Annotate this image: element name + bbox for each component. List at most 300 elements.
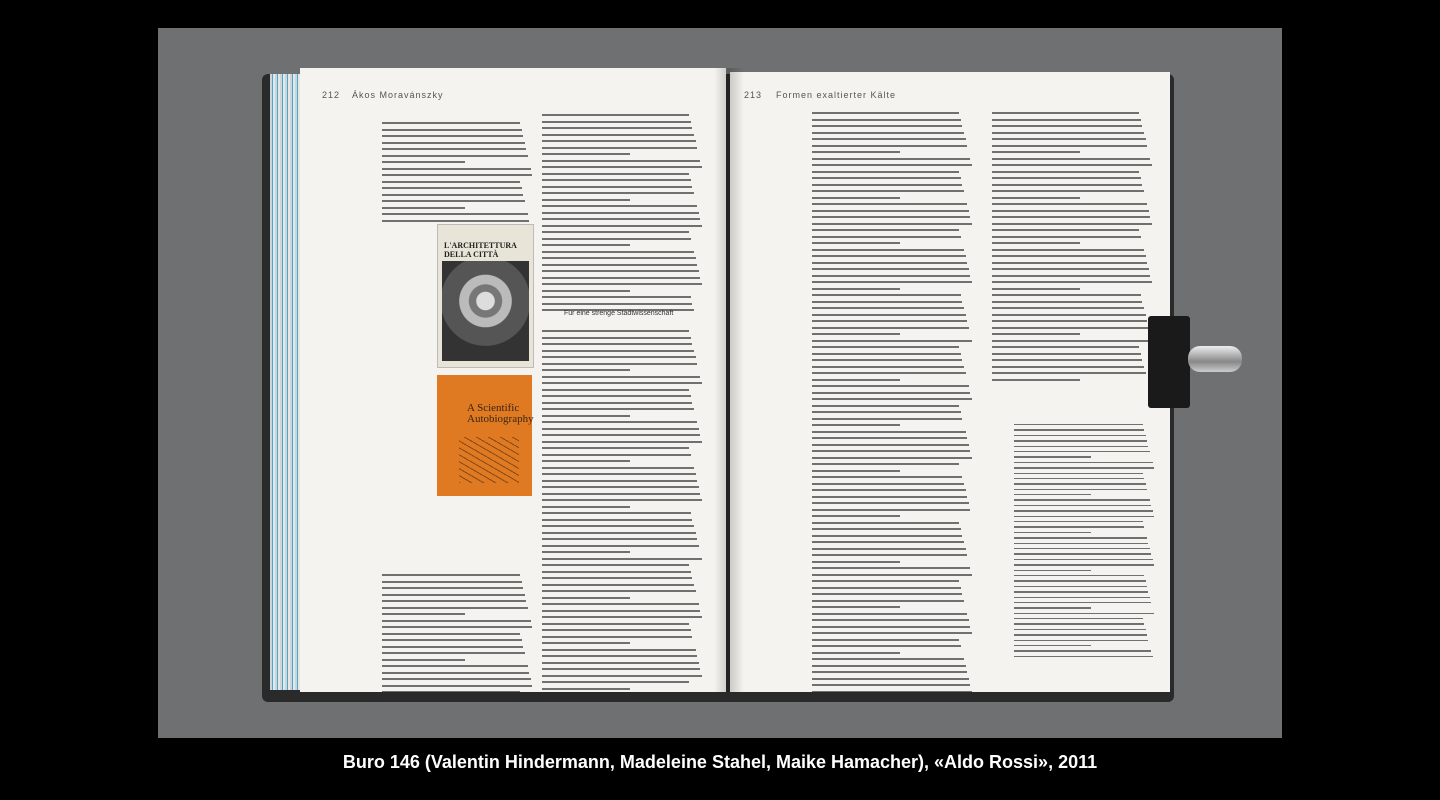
text-line [812, 691, 972, 693]
text-line [992, 145, 1147, 147]
text-line [812, 216, 970, 218]
text-line [812, 509, 970, 511]
text-line [542, 551, 630, 553]
text-line [542, 545, 699, 547]
text-line [542, 642, 630, 644]
text-line [542, 506, 630, 508]
left-text-column-2-bottom [542, 330, 702, 692]
text-line [542, 121, 691, 123]
text-line [812, 151, 900, 153]
text-line [542, 330, 689, 332]
binder-clip-handle [1188, 346, 1242, 372]
text-line [812, 197, 900, 199]
text-line [992, 138, 1146, 140]
text-line [1014, 559, 1153, 560]
text-line [812, 288, 900, 290]
text-line [812, 392, 970, 394]
text-line [1014, 467, 1154, 468]
text-line [542, 447, 689, 449]
text-line [992, 164, 1152, 166]
text-line [992, 288, 1080, 290]
text-line [382, 659, 465, 661]
text-line [812, 333, 900, 335]
text-line [812, 684, 970, 686]
text-line [542, 584, 694, 586]
text-line [812, 645, 961, 647]
text-line [812, 281, 972, 283]
text-line [1014, 553, 1151, 554]
left-page-number: 212 [322, 90, 341, 100]
figure-2-sketch [459, 437, 519, 483]
text-line [992, 197, 1080, 199]
text-line [542, 244, 630, 246]
right-page [730, 72, 1170, 692]
text-line [542, 218, 700, 220]
text-line [1014, 575, 1144, 576]
figure-1-image [442, 261, 529, 361]
text-line [1014, 526, 1144, 527]
text-line [1014, 634, 1147, 635]
text-line [382, 587, 523, 589]
text-line [382, 122, 520, 124]
text-line [382, 626, 532, 628]
text-line [812, 268, 969, 270]
text-line [382, 174, 532, 176]
text-line [542, 603, 699, 605]
text-line [812, 418, 962, 420]
text-line [812, 203, 967, 205]
text-line [542, 290, 630, 292]
text-line [812, 600, 964, 602]
text-line [1014, 483, 1146, 484]
text-line [382, 594, 525, 596]
text-line [812, 470, 900, 472]
text-line [542, 389, 689, 391]
text-line [542, 147, 697, 149]
text-line [542, 231, 689, 233]
text-line [812, 437, 967, 439]
text-line [542, 337, 691, 339]
text-line [382, 213, 528, 215]
text-line [382, 142, 525, 144]
text-line [542, 441, 702, 443]
text-line [992, 275, 1150, 277]
text-line [812, 457, 972, 459]
text-line [542, 134, 694, 136]
text-line [542, 499, 702, 501]
left-page [300, 68, 726, 692]
text-line [1014, 499, 1150, 500]
text-line [812, 190, 964, 192]
text-line [542, 480, 697, 482]
text-line [1014, 543, 1148, 544]
text-line [542, 668, 700, 670]
text-line [382, 135, 523, 137]
text-line [812, 476, 962, 478]
text-line [542, 662, 699, 664]
text-line [542, 434, 700, 436]
text-line [992, 359, 1142, 361]
text-line [542, 356, 696, 358]
text-line [992, 210, 1149, 212]
text-line [812, 528, 961, 530]
text-line [812, 125, 962, 127]
text-line [812, 541, 964, 543]
text-line [992, 366, 1144, 368]
text-line [812, 249, 964, 251]
text-line [812, 411, 961, 413]
text-line [992, 223, 1152, 225]
text-line [542, 173, 689, 175]
text-line [812, 587, 961, 589]
text-line [812, 320, 967, 322]
text-line [812, 444, 969, 446]
text-line [1014, 456, 1091, 457]
text-line [542, 166, 702, 168]
text-line [1014, 462, 1153, 463]
text-line [1014, 640, 1148, 641]
text-line [542, 519, 692, 521]
text-line [542, 192, 694, 194]
text-line [812, 366, 964, 368]
text-line [542, 179, 691, 181]
text-line [382, 129, 522, 131]
text-line [992, 353, 1141, 355]
text-line [1014, 516, 1154, 517]
text-line [542, 649, 696, 651]
text-line [1014, 650, 1151, 651]
text-line [382, 200, 525, 202]
text-line [812, 613, 967, 615]
text-line [992, 125, 1142, 127]
text-line [542, 610, 700, 612]
text-line [812, 632, 972, 634]
left-text-column-1-bottom [382, 574, 532, 692]
image-caption: Buro 146 (Valentin Hindermann, Madeleine Stahel, Maike Hamacher), «Aldo Rossi», 2011 [342, 752, 1098, 772]
text-line [1014, 429, 1144, 430]
text-line [992, 340, 1152, 342]
text-line [542, 590, 696, 592]
text-line [382, 194, 523, 196]
text-line [1014, 521, 1143, 522]
text-line [542, 428, 699, 430]
text-line [1014, 629, 1146, 630]
text-line [812, 554, 967, 556]
text-line [542, 127, 692, 129]
text-line [542, 467, 694, 469]
text-line [1014, 537, 1147, 538]
text-line [812, 502, 969, 504]
text-line [542, 257, 696, 259]
text-line [812, 580, 959, 582]
text-line [1014, 645, 1091, 646]
text-line [542, 460, 630, 462]
text-line [382, 155, 528, 157]
text-line [1014, 440, 1147, 441]
right-text-column-2 [992, 112, 1152, 385]
text-line [992, 249, 1144, 251]
text-line [992, 301, 1142, 303]
text-line [542, 597, 630, 599]
figure-2-title: A Scientific Autobiography [467, 402, 534, 425]
text-line [992, 307, 1144, 309]
text-line [992, 229, 1139, 231]
text-line [992, 184, 1142, 186]
text-line [992, 346, 1139, 348]
text-line [812, 294, 961, 296]
text-line [992, 320, 1147, 322]
text-line [542, 363, 697, 365]
text-line [542, 395, 691, 397]
text-line [1014, 451, 1150, 452]
text-line [382, 607, 528, 609]
section-heading: Für eine strenge Stadtwissenschaft [564, 310, 674, 317]
text-line [992, 132, 1144, 134]
text-line [812, 678, 969, 680]
text-line [542, 382, 702, 384]
text-line [812, 119, 961, 121]
text-line [542, 688, 630, 690]
text-line [992, 255, 1146, 257]
text-line [812, 405, 959, 407]
text-line [1014, 510, 1153, 511]
text-line [992, 151, 1080, 153]
text-line [992, 294, 1141, 296]
text-line [812, 593, 962, 595]
right-text-column-1 [812, 112, 972, 692]
text-line [542, 577, 692, 579]
text-line [542, 283, 702, 285]
text-line [382, 672, 529, 674]
text-line [542, 558, 702, 560]
text-line [1014, 602, 1151, 603]
text-line [812, 184, 962, 186]
text-line [382, 652, 525, 654]
text-line [542, 343, 692, 345]
text-line [1014, 548, 1150, 549]
book-cover-autobiography [437, 375, 532, 496]
text-line [812, 535, 962, 537]
text-line [542, 415, 630, 417]
text-line [382, 574, 520, 576]
text-line [812, 574, 972, 576]
text-line [382, 613, 465, 615]
text-line [542, 623, 689, 625]
text-line [812, 463, 959, 465]
text-line [812, 398, 972, 400]
text-line [812, 327, 969, 329]
text-line [812, 223, 972, 225]
text-line [382, 148, 526, 150]
text-line [812, 158, 970, 160]
text-line [812, 561, 900, 563]
text-line [542, 369, 630, 371]
text-line [382, 220, 529, 222]
text-line [812, 652, 900, 654]
text-line [812, 359, 962, 361]
text-line [1014, 597, 1150, 598]
text-line [1014, 446, 1148, 447]
text-line [382, 600, 526, 602]
text-line [382, 207, 465, 209]
text-line [992, 177, 1141, 179]
text-line [542, 303, 692, 305]
text-line [542, 114, 689, 116]
text-line [812, 229, 959, 231]
text-line [812, 619, 969, 621]
text-line [542, 296, 691, 298]
text-line [382, 665, 528, 667]
text-line [542, 538, 697, 540]
text-line [542, 264, 697, 266]
text-line [812, 275, 970, 277]
text-line [1014, 435, 1146, 436]
text-line [382, 181, 520, 183]
text-line [542, 238, 691, 240]
text-line [992, 216, 1150, 218]
text-line [382, 187, 522, 189]
book-cover-architettura [437, 224, 534, 368]
text-line [992, 119, 1141, 121]
right-running-head: Formen exaltierter Kälte [776, 90, 897, 100]
text-line [542, 454, 691, 456]
text-line [542, 655, 697, 657]
text-line [812, 177, 961, 179]
text-line [542, 205, 697, 207]
text-line [542, 571, 691, 573]
text-line [812, 424, 900, 426]
text-line [542, 160, 700, 162]
text-line [812, 496, 967, 498]
text-line [812, 112, 959, 114]
text-line [812, 483, 964, 485]
text-line [992, 158, 1150, 160]
book-photograph [158, 28, 1282, 738]
text-line [992, 372, 1146, 374]
text-line [812, 489, 966, 491]
left-text-column-2-top [542, 114, 702, 316]
text-line [812, 164, 972, 166]
text-line [542, 140, 696, 142]
text-line [812, 626, 970, 628]
text-line [812, 353, 961, 355]
text-line [812, 262, 967, 264]
text-line [812, 548, 966, 550]
text-line [812, 301, 962, 303]
text-line [992, 281, 1152, 283]
text-line [1014, 586, 1147, 587]
text-line [812, 145, 967, 147]
text-line [542, 376, 700, 378]
text-line [542, 629, 691, 631]
binder-clip [1148, 316, 1190, 408]
text-line [1014, 532, 1091, 533]
text-line [992, 379, 1080, 381]
text-line [812, 171, 959, 173]
text-line [992, 268, 1149, 270]
text-line [992, 190, 1144, 192]
text-line [812, 314, 966, 316]
text-line [992, 112, 1139, 114]
text-line [542, 153, 630, 155]
text-line [812, 522, 959, 524]
text-line [1014, 494, 1091, 495]
text-line [812, 307, 964, 309]
text-line [1014, 489, 1147, 490]
text-line [382, 161, 465, 163]
text-line [382, 678, 531, 680]
text-line [1014, 424, 1143, 425]
text-line [542, 225, 702, 227]
text-line [992, 236, 1141, 238]
figure-1-title: L'ARCHITETTURA DELLA CITTÀ [444, 241, 517, 259]
text-line [812, 346, 959, 348]
text-line [542, 525, 694, 527]
text-line [812, 340, 972, 342]
text-line [992, 171, 1139, 173]
right-page-number: 213 [744, 90, 763, 100]
text-line [542, 402, 692, 404]
text-line [542, 251, 694, 253]
text-line [542, 199, 630, 201]
text-line [1014, 473, 1143, 474]
text-line [542, 493, 700, 495]
text-line [542, 212, 699, 214]
text-line [992, 203, 1147, 205]
text-line [812, 606, 900, 608]
text-line [1014, 623, 1144, 624]
text-line [812, 515, 900, 517]
text-line [812, 385, 969, 387]
text-line [382, 581, 522, 583]
text-line [812, 210, 969, 212]
text-line [992, 242, 1080, 244]
text-line [382, 691, 520, 692]
text-line [812, 138, 966, 140]
endnotes [1014, 424, 1154, 661]
text-line [812, 372, 966, 374]
text-line [542, 564, 689, 566]
text-line [542, 277, 700, 279]
text-line [1014, 564, 1154, 565]
left-text-column-1-top [382, 122, 532, 226]
text-line [542, 616, 702, 618]
text-line [542, 486, 699, 488]
text-line [382, 685, 532, 687]
text-line [812, 671, 967, 673]
text-line [812, 255, 966, 257]
text-line [1014, 505, 1151, 506]
text-line [812, 379, 900, 381]
text-line [812, 242, 900, 244]
text-line [542, 350, 694, 352]
left-running-head: Ákos Moravánszky [352, 90, 444, 100]
text-line [542, 512, 691, 514]
text-line [542, 675, 702, 677]
text-line [382, 639, 522, 641]
text-line [812, 658, 964, 660]
text-line [992, 262, 1147, 264]
text-line [812, 665, 966, 667]
text-line [542, 421, 697, 423]
text-line [1014, 478, 1144, 479]
text-line [542, 473, 696, 475]
text-line [1014, 591, 1148, 592]
text-line [542, 681, 689, 683]
text-line [1014, 607, 1091, 608]
text-line [812, 567, 970, 569]
text-line [542, 270, 699, 272]
